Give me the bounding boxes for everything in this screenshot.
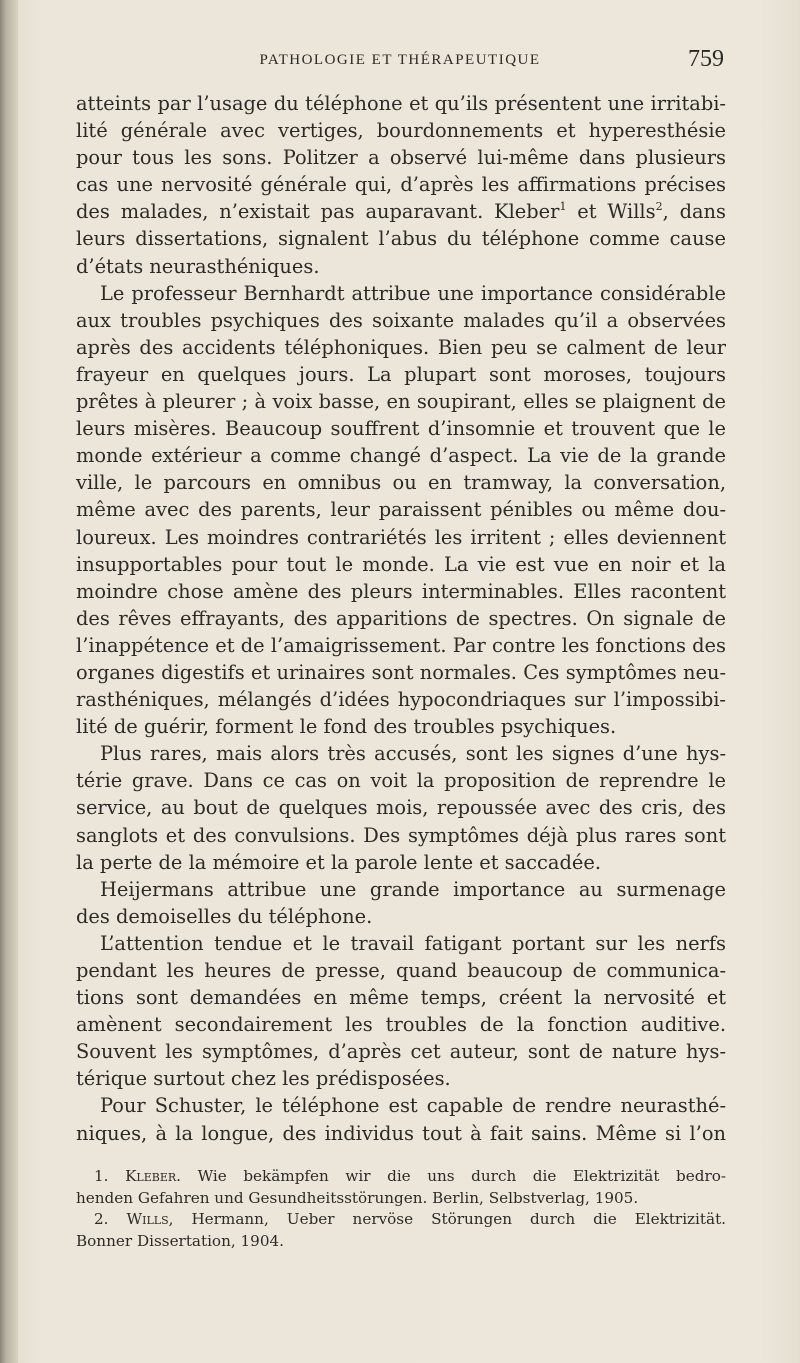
text-line xyxy=(76,198,726,225)
text-line: des demoiselles du téléphone. xyxy=(76,904,373,928)
text-line: même avec des parents, leur paraissent pénibles ou même dou- xyxy=(76,498,726,522)
text-line: frayeur en quelques jours. La plupart sont moroses, toujours xyxy=(76,362,726,386)
footnote-author: Kleber. xyxy=(125,1167,181,1185)
text-line: L’attention tendue et le travail fatigant portant sur les nerfs xyxy=(100,931,726,955)
text-line: amènent secondairement les troubles de la fonction auditive. xyxy=(76,1013,726,1037)
page-header xyxy=(76,48,724,76)
text-line: l’inappétence et de l’amaigrissement. Par contre les fonctions des xyxy=(76,633,726,657)
text-line: térie grave. Dans ce cas on voit la proposition de reprendre le xyxy=(76,769,726,793)
footnote-line: Bonner Dissertation, 1904. xyxy=(76,1231,284,1250)
text-line: aux troubles psychiques des soixante malades qu’il a observées xyxy=(76,308,726,332)
text-segment: des malades, n’existait pas auparavant. Kleber xyxy=(76,200,560,224)
text-line: Pour Schuster, le téléphone est capable de rendre neurasthé- xyxy=(100,1094,726,1118)
text-line: Le professeur Bernhardt attribue une importance considérable xyxy=(100,281,726,305)
text-line: tions sont demandées en même temps, créent la nervosité et xyxy=(76,986,726,1010)
text-line: la perte de la mémoire et la parole lente et saccadée. xyxy=(76,850,601,874)
footnote-line xyxy=(76,1166,726,1188)
footnote-text: Wie bekämpfen wir die uns durch die Elektrizität bedro- xyxy=(180,1167,726,1185)
text-line: loureux. Les moindres contrariétés les irritent ; elles deviennent xyxy=(76,525,726,549)
text-segment: , dans xyxy=(662,200,726,224)
text-line: térique surtout chez les prédisposées. xyxy=(76,1067,451,1091)
text-line: Heijermans attribue une grande importance au surmenage xyxy=(100,877,726,901)
binding-edge xyxy=(0,0,18,1363)
footnote-ref[interactable]: 1 xyxy=(559,200,567,214)
text-line: Souvent les symptômes, d’après cet auteur, sont de nature hys- xyxy=(76,1040,726,1064)
text-line: atteints par l’usage du téléphone et qu’ils présentent une irritabi- xyxy=(76,92,726,115)
text-line: d’états neurasthéniques. xyxy=(76,254,320,278)
text-line: sanglots et des convulsions. Des symptômes déjà plus rares sont xyxy=(76,823,726,847)
text-line: rasthéniques, mélangés d’idées hypocondriaques sur l’impossibi- xyxy=(76,688,726,712)
text-line: insupportables pour tout le monde. La vie est vue en noir et la xyxy=(76,552,726,576)
footnote-ref[interactable]: 2 xyxy=(655,200,663,214)
running-title: PATHOLOGIE ET THÉRAPEUTIQUE xyxy=(259,52,541,68)
text-line: leurs dissertations, signalent l’abus du téléphone comme cause xyxy=(76,227,726,251)
text-line: lité de guérir, forment le fond des troubles psychiques. xyxy=(76,715,617,739)
footnote-number: 2. xyxy=(94,1210,127,1228)
text-line: service, au bout de quelques mois, repoussée avec des cris, des xyxy=(76,796,726,820)
text-line: moindre chose amène des pleurs interminables. Elles racontent xyxy=(76,579,726,603)
page-number: 759 xyxy=(688,46,724,72)
text-line: Plus rares, mais alors très accusés, sont les signes d’une hys- xyxy=(100,742,726,766)
text-line: après des accidents téléphoniques. Bien peu se calment de leur xyxy=(76,335,726,359)
text-line: leurs misères. Beaucoup souffrent d’insomnie et trouvent que le xyxy=(76,417,726,441)
text-line: pour tous les sons. Politzer a observé lui-même dans plusieurs xyxy=(76,146,726,170)
text-segment: et Wills xyxy=(566,200,656,224)
text-line: cas une nervosité générale qui, d’après les affirmations précises xyxy=(76,173,726,197)
text-line: ville, le parcours en omnibus ou en tramway, la conversation, xyxy=(76,471,726,495)
footnote-line xyxy=(76,1209,726,1231)
footnote-number: 1. xyxy=(94,1167,126,1185)
footnote-text: Hermann, Ueber nervöse Störungen durch die Elektrizität. xyxy=(173,1210,726,1228)
footnote-author: Wills, xyxy=(126,1210,174,1228)
text-line: prêtes à pleurer ; à voix basse, en soupirant, elles se plaignent de xyxy=(76,390,726,414)
footnote-line: henden Gefahren und Gesundheitsstörungen. Berlin, Selbstverlag, 1905. xyxy=(76,1188,639,1207)
footnotes xyxy=(76,1166,726,1252)
text-line: des rêves effrayants, des apparitions de spectres. On signale de xyxy=(76,606,726,630)
text-line: pendant les heures de presse, quand beaucoup de communica- xyxy=(76,959,726,982)
body-text xyxy=(76,90,726,1147)
text-line: lité générale avec vertiges, bourdonnements et hyperesthésie xyxy=(76,119,726,143)
text-line: organes digestifs et urinaires sont normales. Ces symptômes neu- xyxy=(76,660,726,684)
text-line: monde extérieur a comme changé d’aspect. La vie de la grande xyxy=(76,444,726,468)
text-line: niques, à la longue, des individus tout à fait sains. Même si l’on xyxy=(76,1121,726,1145)
